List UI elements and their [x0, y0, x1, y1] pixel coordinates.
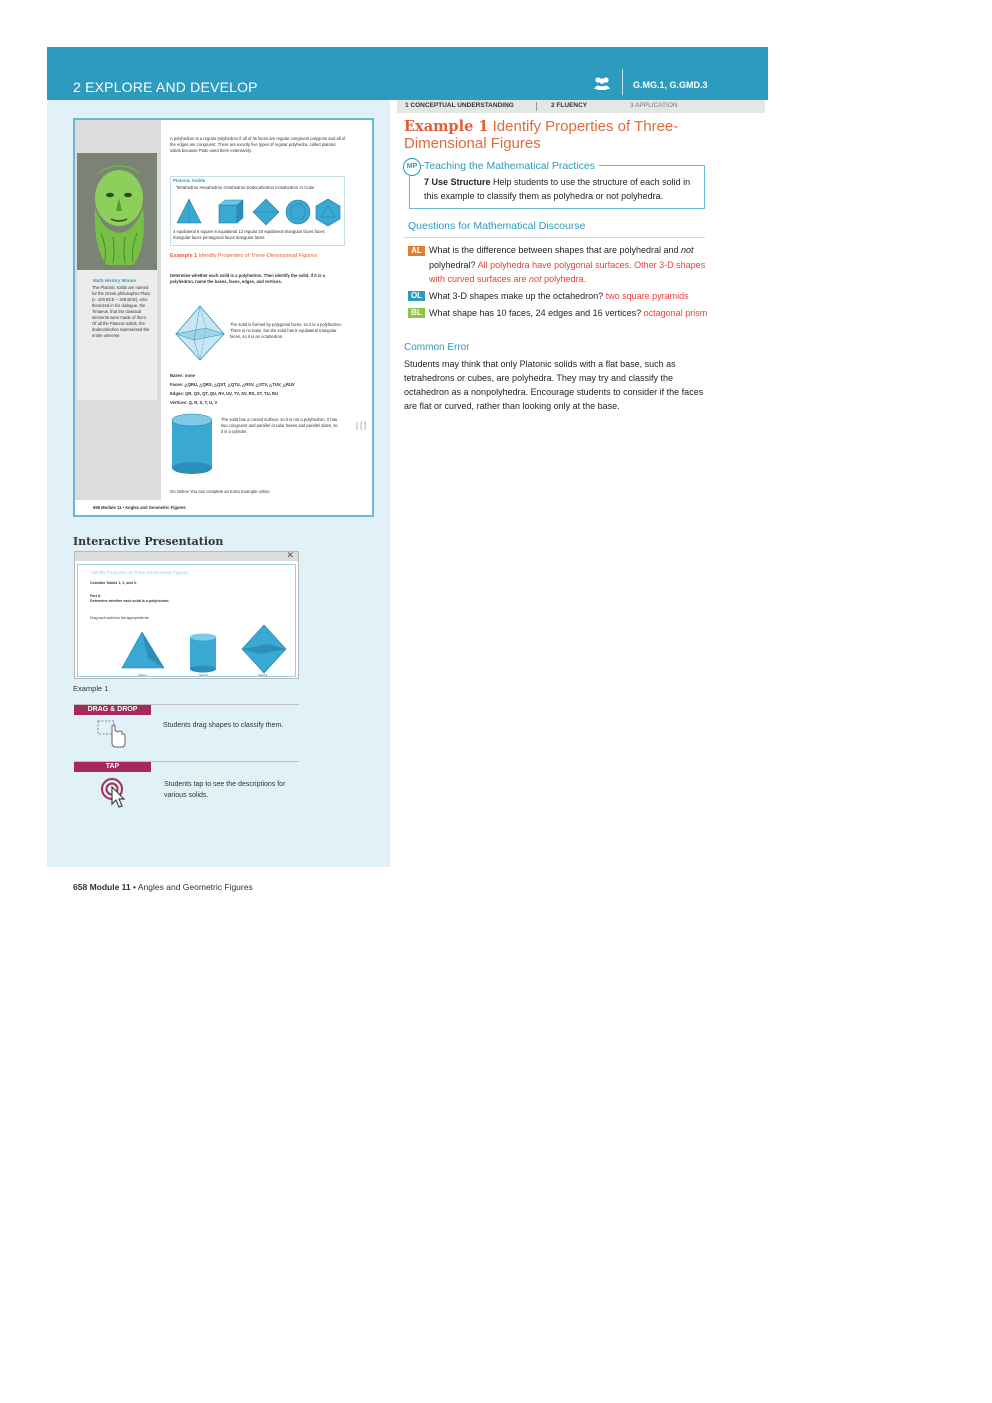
discourse-question-1: What is the difference between shapes that are polyhedral and not polyhedral? All polyhedra have polygonal surfaces. Other 3-D shapes with curved surfaces are not polyhedra. [429, 245, 706, 284]
discourse-question-3: What shape has 10 faces, 24 edges and 16 vertices? octagonal prism [429, 308, 708, 318]
solid-3-label: Solid 3 [258, 673, 268, 677]
thumbnail-example-title: Example 1 Identify Properties of Three-Dimensional Figures [170, 253, 317, 259]
answer-1: All polyhedra have polygonal surfaces. Other 3-D shapes with curved surfaces are not polyhedra. [429, 259, 706, 284]
thumbnail-faces: Faces: △QRU, △QRS, △QST, △QTU, △RSV, △STV, △TUV, △RUV [170, 382, 295, 387]
drag-drop-icon [96, 719, 130, 749]
level-badge-bl: BL [408, 308, 425, 318]
group-icon [593, 76, 611, 90]
tab-fluency[interactable]: 2 FLUENCY [551, 102, 588, 109]
page-footer: 658 Module 11 • Angles and Geometric Figures [73, 882, 253, 892]
discourse-rule [404, 237, 705, 238]
thumbnail-edges: Edges: QR, QS, QT, QU, RV, UV, TV, SV, RS, ST, TU, RU [170, 391, 278, 396]
platonic-solids-shapes [173, 197, 343, 227]
platonic-solids-facts: 4 equilateral 6 square 8 equilateral 12 regular 20 equilateral triangular faces faces triangular faces pentagonal faces triangular faces [173, 229, 325, 240]
drag-drop-text: Students drag shapes to classify them. [163, 722, 284, 729]
level-badge-al: AL [408, 246, 425, 256]
answer-3: octagonal prism [643, 308, 708, 318]
focus-tabs [397, 100, 765, 113]
answer-2: two square pyramids [605, 291, 689, 301]
teaching-practices-title: Teaching the Mathematical Practices [424, 160, 599, 172]
common-error-text: Students may think that only Platonic solids with a flat base, such as tetrahedrons or cubes, are polyhedra. They may try and classify the octahedron as a nonpolyhedra. Encourage students to consider if the faces are flat or curved, rather than looking only at the base. [404, 359, 704, 411]
octahedron-diagram [170, 302, 230, 364]
standards-label: G.MG.1, G.GMD.3 [633, 80, 708, 90]
section-header [47, 47, 768, 100]
example-title: Example 1 Identify Properties of Three-Dimensional Figures [404, 118, 679, 152]
level-badge-ol: OL [408, 291, 425, 301]
solid-1-pyramid[interactable] [118, 630, 168, 674]
interactive-slide[interactable] [74, 551, 299, 679]
solid-1-label: Solid 1 [138, 673, 148, 677]
slide-content [77, 564, 296, 677]
drag-drop-label: DRAG & DROP [74, 705, 151, 715]
platonic-solids-title: Platonic Solids [173, 178, 206, 183]
octahedron-description: The solid is formed by polygonal faces, so it is a polyhedron. There is no base, but the solid has 8 equilateral triangular faces, so it is an octahedron. [230, 322, 342, 339]
student-page-thumbnail[interactable] [73, 118, 374, 517]
slide-consider: Consider Solids 1, 2, and 3. [90, 581, 137, 585]
discourse-question-2: What 3-D shapes make up the octahedron? two square pyramids [429, 291, 689, 301]
mathematical-practices-icon: MP [403, 158, 421, 176]
slide-title-bar [75, 552, 298, 561]
go-online-note: Go Online You can complete an Extra Example online. [170, 489, 271, 494]
cylinder-diagram [170, 412, 214, 476]
solid-2-cylinder[interactable] [188, 633, 218, 673]
platonic-solids-table [170, 176, 345, 246]
interactive-presentation-title: Interactive Presentation [73, 535, 224, 548]
tap-icon [100, 777, 130, 809]
tap-text: Students tap to see the descriptions for various solids. [164, 781, 286, 799]
slide-part: Part A [90, 594, 101, 598]
thumbnail-side-credit: Photo Library credits [355, 420, 367, 430]
platonic-solids-headers: Tetrahedron Hexahedron Octahedron Dodecahedron Icosahedron or Cube [176, 185, 315, 190]
teaching-practices-text: 7 Use Structure Help students to use the structure of each solid in this example to classify them as polyhedra or not polyhedra. [424, 177, 691, 201]
tab-conceptual-understanding[interactable]: 1 CONCEPTUAL UNDERSTANDING [405, 102, 514, 109]
math-history-text: The Platonic solids are named for the Greek philosopher Plato (c. 428 BCE – 348 BCE), who theorized in his dialogue, the Timaeus, that the classical elements were made of them. Of all the Platonic solids, the dodecahedron represented the entire universe. [92, 285, 150, 338]
cylinder-description: The solid has a curved surface, so it is not a polyhedron. It has two congruent and parallel circular bases and parallel sides, so it is a cylinder. [221, 417, 338, 434]
thumbnail-intro: A polyhedron is a regular polyhedron if all of its faces are regular congruent polygons and all of the edges are congruent. There are exactly five types of regular polyhedra, called platonic solids because Plato used them extensively. [170, 136, 346, 153]
header-divider [622, 69, 623, 95]
common-error-title: Common Error [404, 342, 470, 353]
close-icon[interactable]: ✕ [286, 550, 294, 560]
solid-2-label: Solid 2 [199, 673, 209, 677]
thumbnail-vertices: Vertices: Q, R, S, T, U, V [170, 400, 218, 405]
slide-determine: Determine whether each solid is a polyhedron. [90, 599, 170, 603]
discourse-title: Questions for Mathematical Discourse [408, 220, 586, 232]
thumbnail-footer: 658 Module 11 • Angles and Geometric Figures [93, 505, 186, 510]
solid-3-octahedron[interactable] [240, 623, 288, 675]
section-title: 2 EXPLORE AND DEVELOP [73, 79, 258, 95]
plato-portrait [77, 153, 157, 271]
tap-label: TAP [74, 762, 151, 772]
thumbnail-bases: Bases: none [170, 373, 195, 378]
tab-application[interactable]: 3 APPLICATION [630, 102, 678, 109]
tab-divider [536, 102, 537, 111]
thumbnail-instruction: Determine whether each solid is a polyhedron. Then identify the solid. If it is a polyhedron, name the bases, faces, edges, and vertices. [170, 273, 325, 284]
slide-caption: Example 1 [73, 684, 109, 693]
slide-heading: Identify Properties of Three-Dimensional Figures [91, 570, 188, 575]
slide-drag-hint: Drag each solid into the appropriate bin [90, 616, 150, 620]
math-history-title: Math History Minute [93, 278, 137, 283]
